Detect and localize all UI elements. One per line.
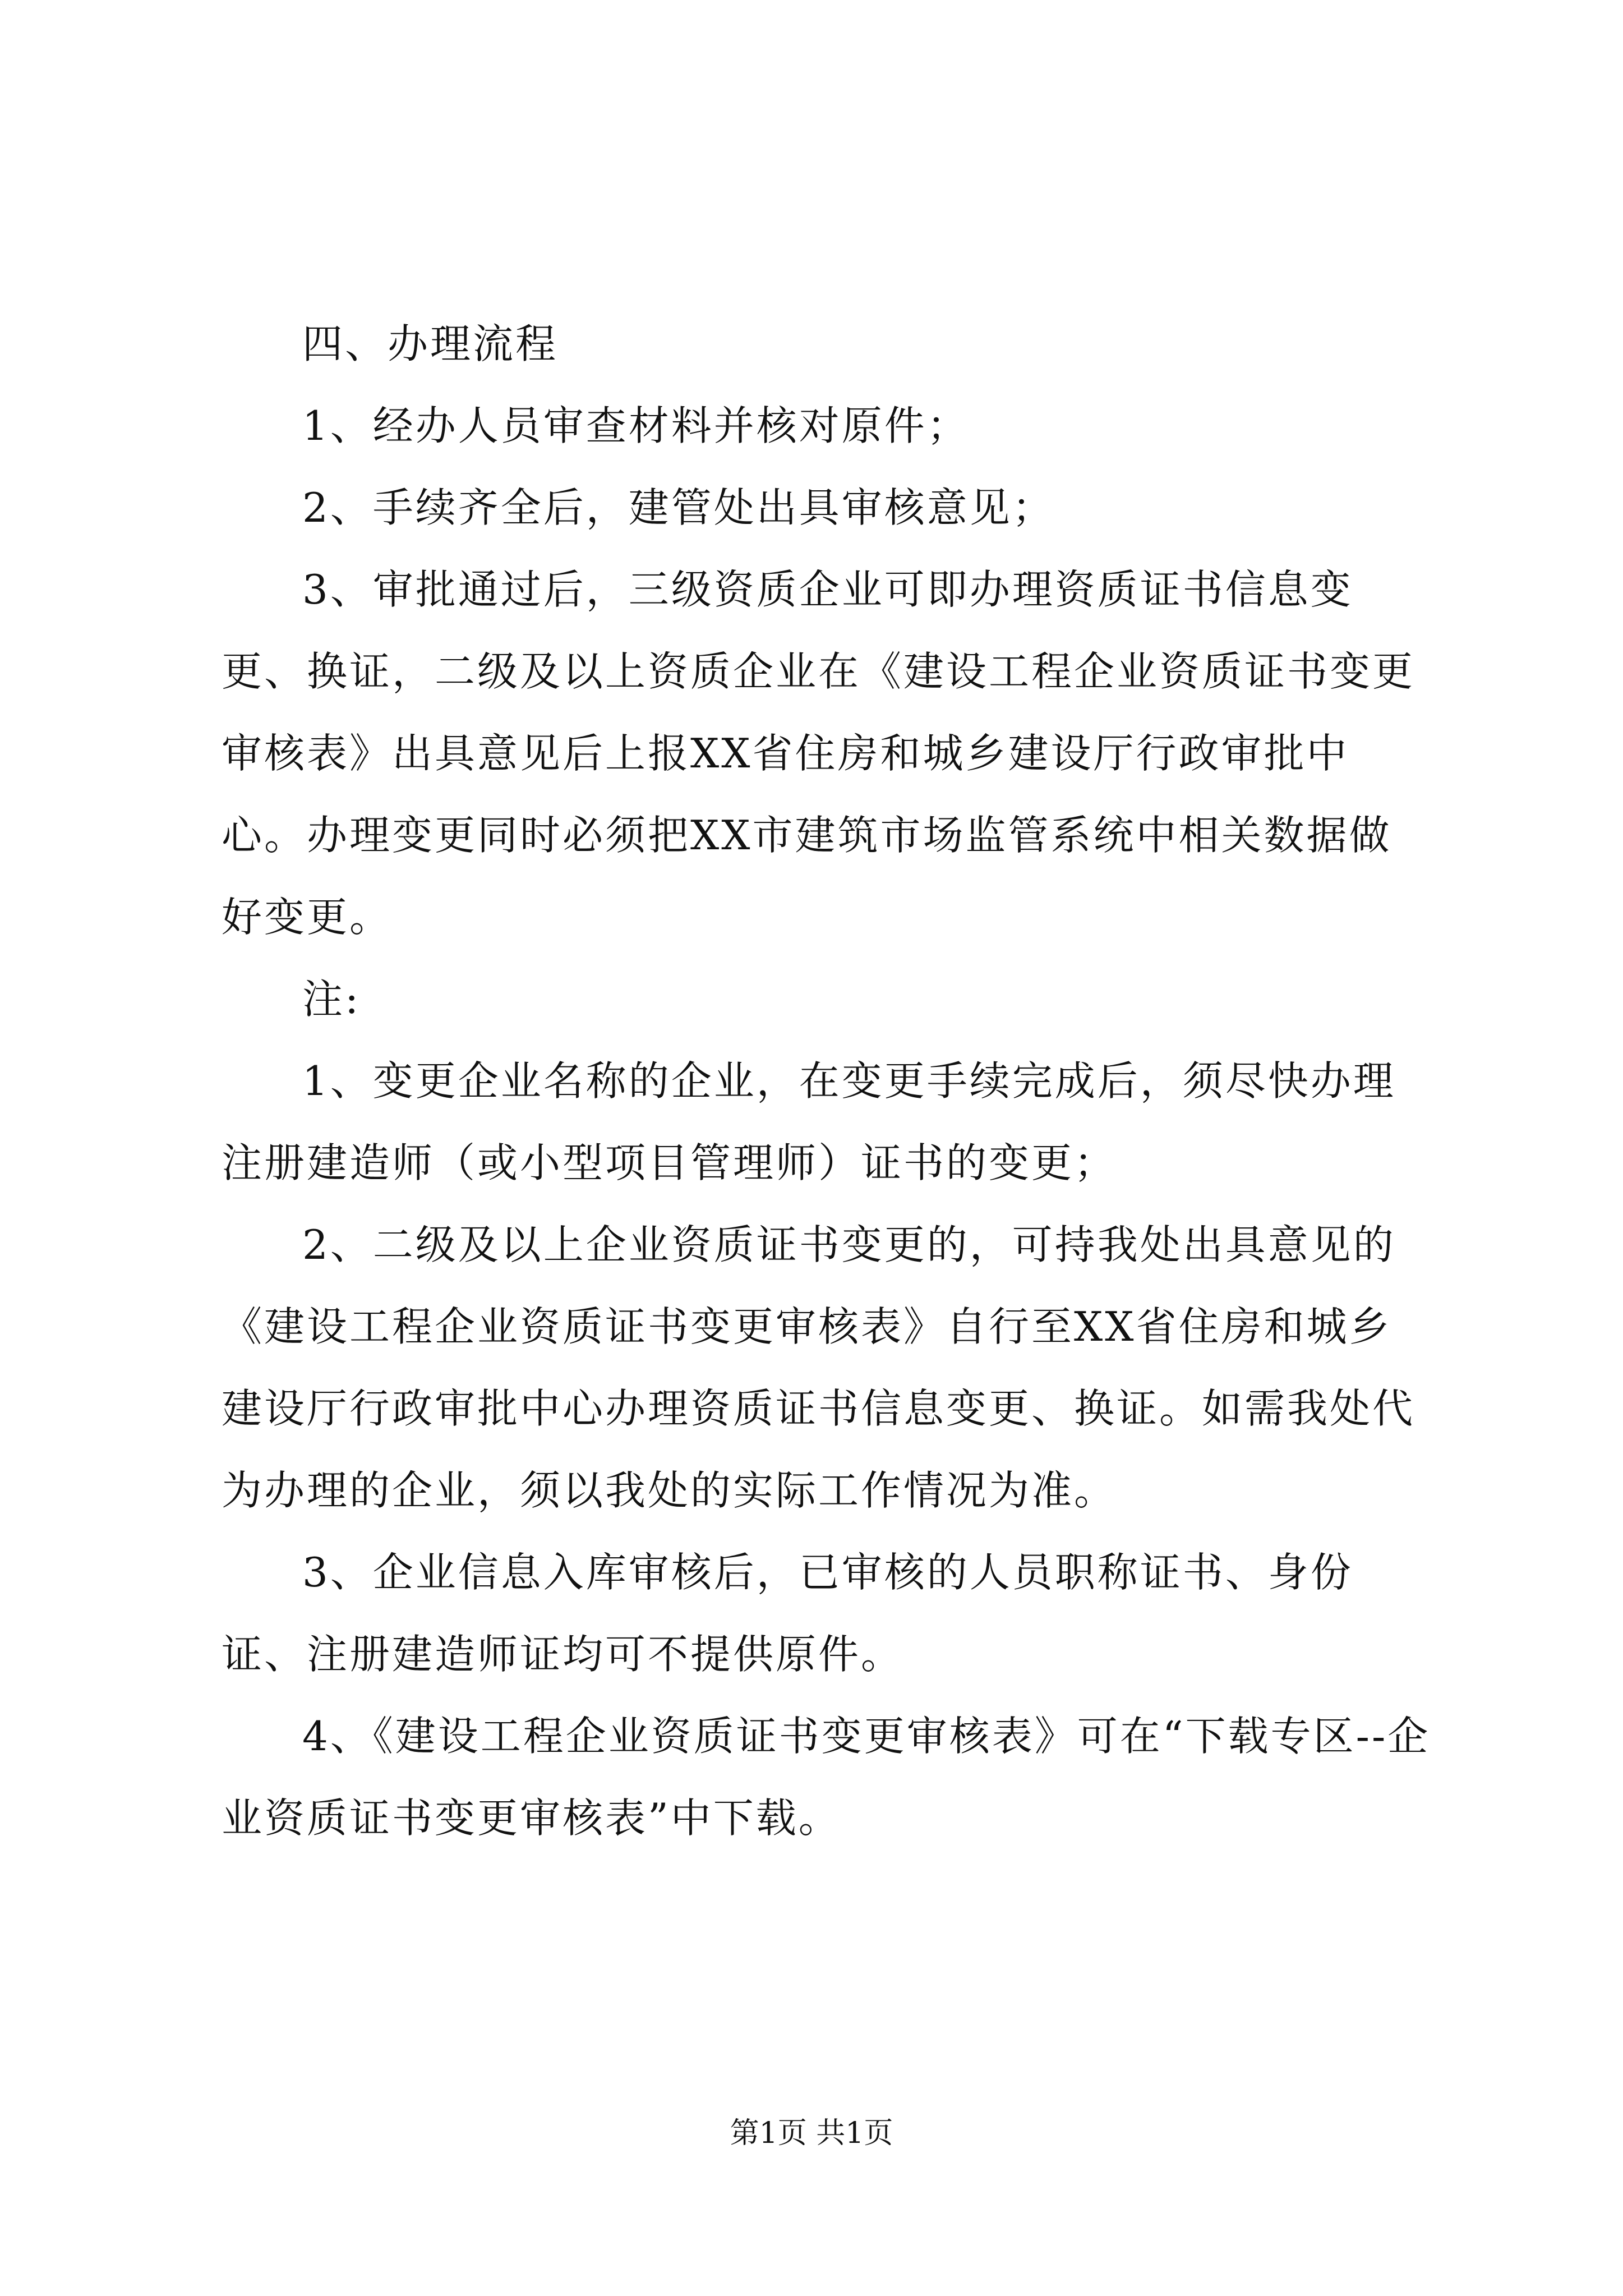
page-number-footer: 第1页 共1页 — [730, 2116, 893, 2150]
note-3-paragraph: 3、企业信息入库审核后，已审核的人员职称证书、身份证、注册建造师证均可不提供原件。 — [222, 1549, 1353, 1678]
document-body — [222, 303, 1433, 1859]
step-1-paragraph: 1、经办人员审查材料并核对原件； — [302, 402, 970, 449]
note-1-paragraph: 1、变更企业名称的企业，在变更手续完成后，须尽快办理注册建造师（或小型项目管理师）证书的变更； — [222, 1057, 1396, 1186]
note-4-paragraph: 4、《建设工程企业资质证书变更审核表》可在“下载专区--企业资质证书变更审核表”中下载。 — [222, 1713, 1431, 1842]
section-heading: 四、办理流程 — [302, 320, 559, 367]
step-3-paragraph: 3、审批通过后，三级资质企业可即办理资质证书信息变更、换证，二级及以上资质企业在《建设工程企业资质证书变更审核表》出具意见后上报XX省住房和城乡建设厅行政审批中心。办理变更同时必须把XX市建筑市场监管系统中相关数据做好变更。 — [222, 566, 1415, 941]
step-2-paragraph: 2、手续齐全后，建管处出具审核意见； — [302, 484, 1055, 531]
note-2-paragraph: 2、二级及以上企业资质证书变更的，可持我处出具意见的《建设工程企业资质证书变更审核表》自行至XX省住房和城乡建设厅行政审批中心办理资质证书信息变更、换证。如需我处代为办理的企业，须以我处的实际工作情况为准。 — [222, 1221, 1415, 1514]
note-heading: 注: — [302, 976, 361, 1023]
